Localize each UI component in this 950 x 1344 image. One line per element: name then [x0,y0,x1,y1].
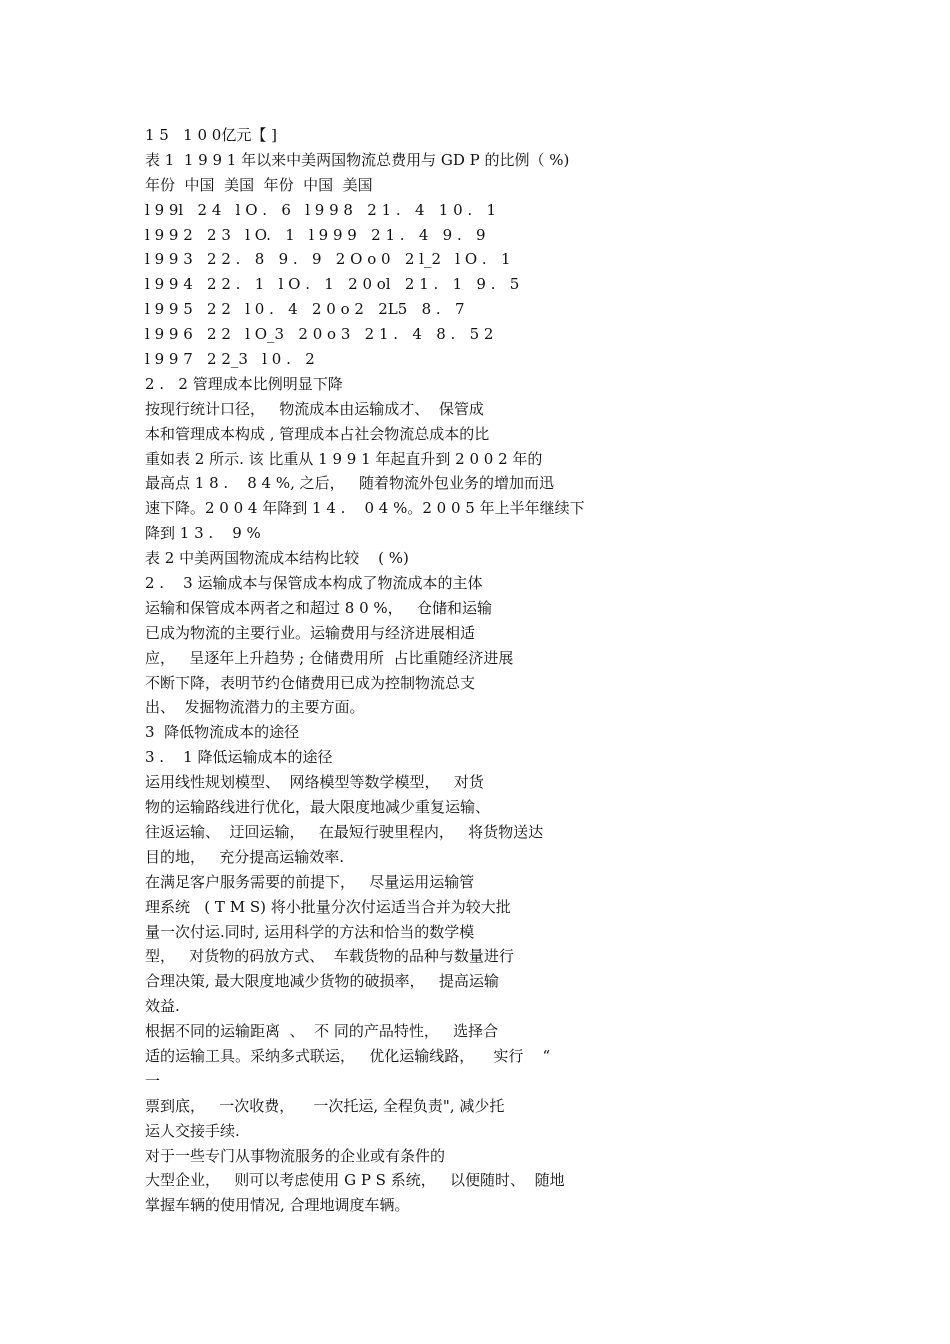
section-heading-2-3: 2 . 3 运输成本与保管成本构成了物流成本的主体 [145,574,483,593]
text-line: 1 5 1 0 0亿元【 ] [145,126,277,144]
paragraph-line: 对于一些专门从事物流服务的企业或有条件的 [145,1146,446,1165]
paragraph-line: 运人交接手续. [145,1121,240,1140]
paragraph-line: 本和管理成本构成 , 管理成本占社会物流总成本的比 [145,424,490,443]
table-1-row: l 9 9 5 2 2 l 0 . 4 2 0 o 2 2L5 8 . 7 [145,300,465,319]
paragraph-line: 应， 呈逐年上升趋势 ; 仓储费用所 占比重随经济进展 [145,648,514,667]
paragraph-line: 最高点 1 8 . 8 4 %, 之后， 随着物流外包业务的增加而迅 [145,474,554,493]
table-1-row: l 9 9l 2 4 l O . 6 l 9 9 8 2 1 . 4 1 0 . 1 [145,200,497,219]
table-2-caption: 表 2 中美两国物流成本结构比较 ( %) [145,549,409,568]
table-1-row: l 9 9 3 2 2 . 8 9 . 9 2 O o 0 2 l_2 l O . 1 [145,250,511,269]
paragraph-line: 降到 1 3 . 9 % [145,524,261,543]
document-body [145,123,785,1218]
paragraph-line: 合理决策, 最大限度地减少货物的破损率， 提高运输 [145,972,499,991]
table-1-row: l 9 9 7 2 2_3 l 0 . 2 [145,350,315,369]
paragraph-line: 在满足客户服务需要的前提下， 尽量运用运输管 [145,872,475,891]
paragraph-line: 一 [145,1071,161,1090]
paragraph-line: 票到底， 一次收费， 一次托运, 全程负责", 减少托 [145,1096,505,1115]
section-heading-3-1: 3 . 1 降低运输成本的途径 [145,748,333,767]
paragraph-line: 不断下降，表明节约仓储费用已成为控制物流总支 [145,673,476,692]
paragraph-line: 重如表 2 所示. 该 比重从 1 9 9 1 年起直升到 2 0 0 2 年的 [145,449,543,468]
paragraph-line: 量一次付运.同时, 运用科学的方法和恰当的数学模 [145,922,475,941]
section-heading-2-2: 2 . 2 管理成本比例明显下降 [145,374,343,393]
paragraph-line: 大型企业， 则可以考虑使用 G P S 系统， 以便随时、 随地 [145,1171,565,1190]
table-1-row: l 9 9 4 2 2 . 1 l O . 1 2 0 ol 2 1 . 1 9 . 5 [145,275,520,294]
paragraph-line: 运用线性规划模型、 网络模型等数学模型， 对货 [145,773,484,792]
paragraph-line: 物的运输路线进行优化，最大限度地减少重复运输、 [145,798,491,817]
paragraph-line: 出、 发掘物流潜力的主要方面。 [145,698,365,717]
section-heading-3: 3 降低物流成本的途径 [145,723,300,742]
table-1-header: 年份 中国 美国 年份 中国 美国 [145,175,373,194]
table-1-row: l 9 9 2 2 3 l O. 1 l 9 9 9 2 1 . 4 9 . 9 [145,225,486,244]
paragraph-line: 理系统 ( T M S) 将小批量分次付运适当合并为较大批 [145,897,511,916]
paragraph-line: 运输和保管成本两者之和超过 8 0 %， 仓储和运输 [145,598,492,617]
paragraph-line: 目的地， 充分提高运输效率. [145,847,345,866]
paragraph-line: 型， 对货物的码放方式、 车载货物的品种与数量进行 [145,947,514,966]
paragraph-line: 适的运输工具。采纳多式联运， 优化运输线路， 实行 “ [145,1046,551,1065]
paragraph-line: 根据不同的运输距离 、 不 同的产品特性， 选择合 [145,1022,499,1041]
paragraph-line: 往返运输、 迂回运输， 在最短行驶里程内， 将货物送达 [145,822,544,841]
table-1-row: l 9 9 6 2 2 l O_3 2 0 o 3 2 1 . 4 8 . 5 2 [145,325,494,344]
paragraph-line: 效益. [145,997,180,1016]
table-1-caption: 表 1 1 9 9 1 年以来中美两国物流总费用与 GD P 的比例（ %) [145,150,570,169]
paragraph-line: 速下降。2 0 0 4 年降到 1 4 . 0 4 %。2 0 0 5 年上半年继续下 [145,499,585,518]
paragraph-line: 已成为物流的主要行业。运输费用与经济进展相适 [145,623,476,642]
paragraph-line: 掌握车辆的使用情况, 合理地调度车辆。 [145,1196,410,1215]
paragraph-line: 按现行统计口径， 物流成本由运输成才、 保管成 [145,399,484,418]
